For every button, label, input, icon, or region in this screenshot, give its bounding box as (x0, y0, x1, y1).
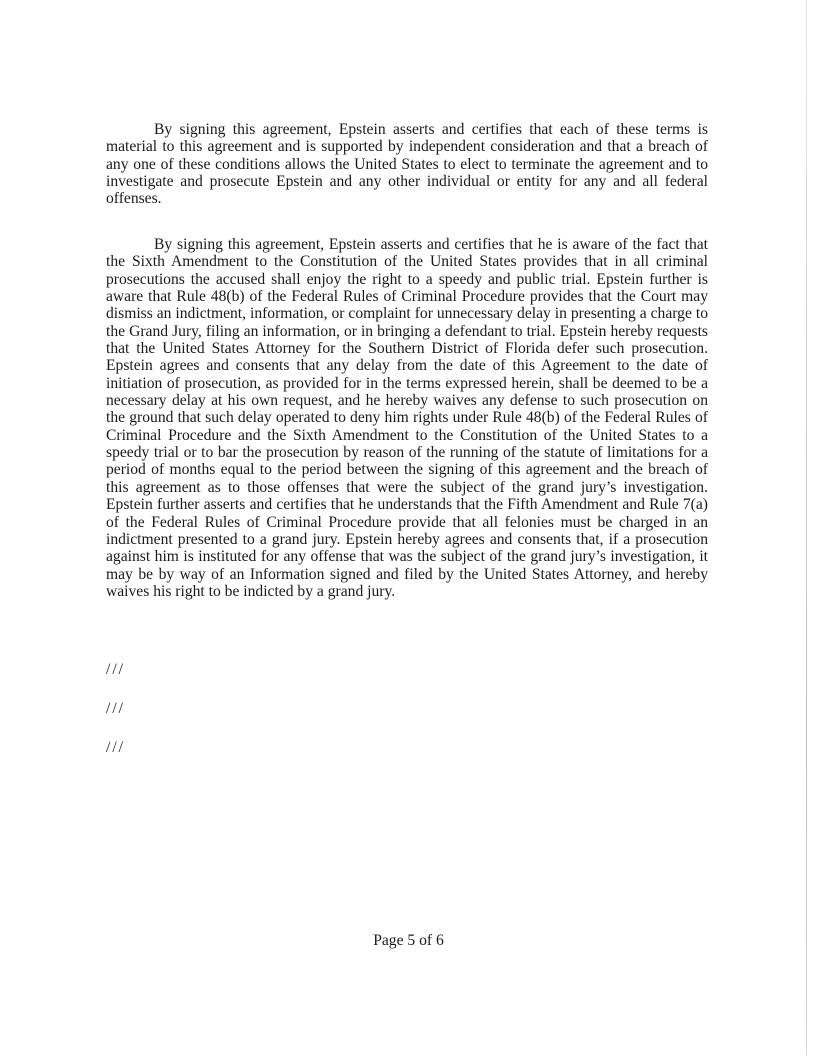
continuation-mark: /// (106, 661, 125, 678)
paragraph-certification-terms: By signing this agreement, Epstein asserts and certifies that each of these terms is material to this agreement and is supported by independent consideration and that a breach of any one of these conditions allows the United States to elect to terminate the agreement and to investigate and prosecute Epstein and any other individual or entity for any and all federal offenses. (106, 121, 708, 208)
scan-edge-line (806, 0, 807, 1056)
paragraph-speedy-trial-waiver: By signing this agreement, Epstein asserts and certifies that he is aware of the fact that the Sixth Amendment to the Constitution of the United States provides that in all criminal prosecutions the accused shall enjoy the right to a speedy and public trial. Epstein further is aware that Rule 48(b) of the Federal Rules of Criminal Procedure provides that the Court may dismiss an indictment, information, or complaint for unnecessary delay in presenting a charge to the Grand Jury, filing an information, or in bringing a defendant to trial. Epstein hereby requests that the United States Attorney for the Southern District of Florida defer such prosecution. Epstein agrees and consents that any delay from the date of this Agreement to the date of initiation of prosecution, as provided for in the terms expressed herein, shall be deemed to be a necessary delay at his own request, and he hereby waives any defense to such prosecution on the ground that such delay operated to deny him rights under Rule 48(b) of the Federal Rules of Criminal Procedure and the Sixth Amendment to the Constitution of the United States to a speedy trial or to bar the prosecution by reason of the running of the statute of limitations for a period of months equal to the period between the signing of this agreement and the breach of this agreement as to those offenses that were the subject of the grand jury’s investigation. Epstein further asserts and certifies that he understands that the Fifth Amendment and Rule 7(a) of the Federal Rules of Criminal Procedure provide that all felonies must be charged in an indictment presented to a grand jury. Epstein hereby agrees and consents that, if a prosecution against him is instituted for any offense that was the subject of the grand jury’s investigation, it may be by way of an Information signed and filed by the United States Attorney, and hereby waives his right to be indicted by a grand jury. (106, 236, 708, 600)
continuation-mark: /// (106, 739, 125, 756)
continuation-mark: /// (106, 700, 125, 717)
page-number-footer: Page 5 of 6 (373, 932, 444, 949)
